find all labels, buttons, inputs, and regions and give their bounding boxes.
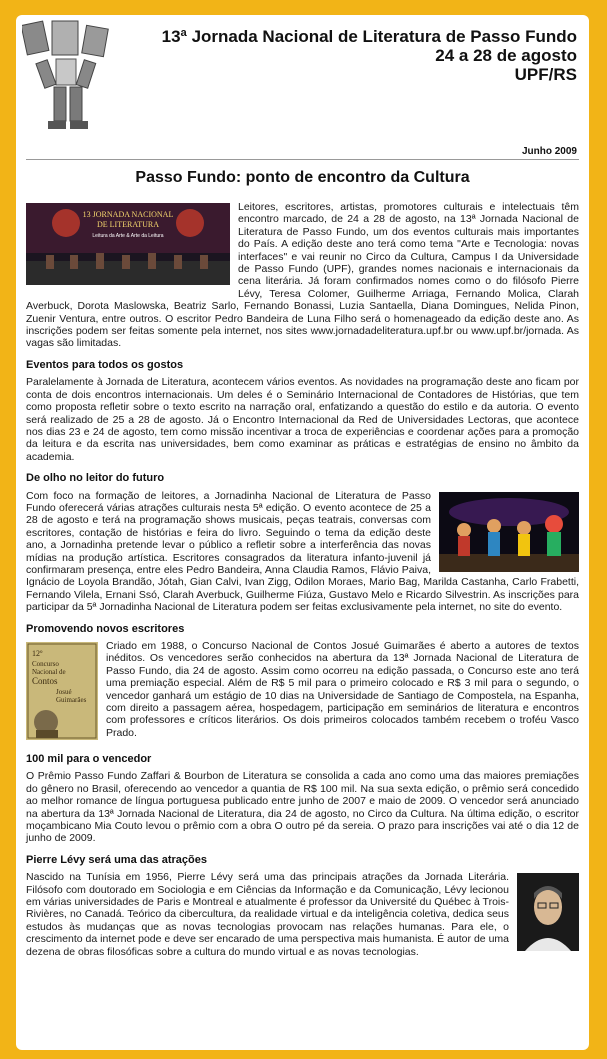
- section-text-premio: O Prêmio Passo Fundo Zaffari & Bourbon de Literatura se consolida a cada ano como uma das maiores premiações do gênero no Brasil, oferecendo ao vencedor a quantia de R$ 100 mil. Na sua sexta edição, o prêmio será concedido ao melhor romance de língua portuguesa publicado entre junho de 2007 e maio de 2009. O vencedor será anunciado na abertura da 13ª Jornada Nacional de Literatura, dia 24 de agosto, no Circo da Cultura. Na última edição, o escritor moçambicano Mia Couto levou o prêmio com a obra O outro pé da sereia. O prazo para inscrições vai até o dia 12 de junho de 2009.: [26, 770, 579, 845]
- book-line2: Concurso: [32, 660, 59, 668]
- section-text-escritores: Criado em 1988, o Concurso Nacional de Contos Josué Guimarães é aberto a autores de textos inéditos. Os vencedores serão conhecidos na abertura da 13ª Jornada Nacional de Literatura de Passo Fundo, dia 24 de agosto. Assim como ocorreu na edição passada, o Concurso este ano terá uma premiação especial. Além de R$ 5 mil para o primeiro colocado e R$ 3 mil para o segundo, o vencedor ganhará um estágio de 10 dias na Universidade de Santiago de Compostela, na Espanha, com direito a passagem aérea, hospedagem, participação em seminários de literatura e encontros com professores e críticos literários. Os dois primeiros colocados também recebem o troféu Vasco Prado.: [106, 640, 579, 739]
- book-line1: 12º: [32, 649, 43, 658]
- section-heading-premio: 100 mil para o vencedor: [26, 753, 152, 765]
- section-heading-eventos: Eventos para todos os gostos: [26, 358, 184, 371]
- book-line5: Josué: [56, 688, 72, 696]
- event-title-line1: 13ª Jornada Nacional de Literatura de Passo Fundo: [161, 27, 577, 46]
- book-line6: Guimarães: [56, 696, 87, 704]
- banner-line2: DE LITERATURA: [97, 220, 159, 229]
- pierre-levy-portrait: [517, 873, 579, 951]
- book-line4: Contos: [32, 676, 58, 686]
- event-location: UPF/RS: [514, 65, 577, 84]
- article-content: [26, 201, 579, 958]
- newsletter-page: [16, 15, 589, 1050]
- section-heading-levy: Pierre Lévy será uma das atrações: [26, 853, 208, 866]
- header: [16, 15, 589, 143]
- section-text-leitor: Com foco na formação de leitores, a Jornadinha Nacional de Literatura de Passo Fundo oferecerá várias atrações culturais nesta 5ª edição. O evento acontece de 25 a 28 de agosto e terá na programação shows musicais, peças teatrais, conversas com escritores, contação de histórias e feira do livro. Seguindo o tema da edição deste ano, a Jornadinha pretende levar o público a refletir sobre a interferência das novas mídias na produção artística. Escritores consagrados da literatura infanto-juvenil já confirmaram presença, entre eles Pedro Bandeira, Anna Claudia Ramos, Flávio Paiva, Ignácio de Loyola Brandão, Jótah, Gian Calvi, Ivan Zigg, Odilon Moraes, Mario Bag, Marilda Castanha, Carlo Frabetti, Fernando Vilela, Ernani Ssó, Clarah Averbuck, Guilherme Fiúza, Gustavo Melo e Ricardo Silvestrin. As inscrições para participar da 5ª Jornadinha Nacional de Literatura podem ser feitas exclusivamente pela internet, no site do evento.: [26, 489, 579, 614]
- banner-line1: 13 JORNADA NACIONAL: [82, 210, 174, 219]
- jornada-stage-photo: [26, 203, 230, 285]
- children-theater-photo: [439, 492, 579, 572]
- intro-text: Leitores, escritores, artistas, promotores culturais e intelectuais têm encontro marcado, de 24 a 28 de agosto, na 13ª Jornada Nacional de Literatura de Passo Fundo, um dos eventos culturais mais importantes do País. A edição deste ano terá como tema "Arte e Tecnologia: novas interfaces" e vai reunir no Circo da Cultura, Campus I da Universidade de Passo Fundo (UPF), grandes nomes nacionais e internacionais da cena literária. Já foram confirmados nomes como o do filósofo Pierre Lévy, Teresa Colomer, Guilherme Arriaga, Fernando Molica, Clarah Averbuck, Dorota Maslowska, Beatriz Sarlo, Fernando Bonassi, Luzia Santaella, Diana Domingues, Nelida Pinon, Zuenir Ventura, entre outros. O escritor Pedro Bandeira de Luna Filho será o homenageado da edição deste ano. As inscrições podem ser feitas somente pela internet, nos sites www.jornadadeliteratura.upf.br ou www.upf.br/jornada. As vagas são limitadas.: [26, 201, 579, 350]
- event-dates: 24 a 28 de agosto: [435, 46, 577, 65]
- section-heading-leitor: De olho no leitor do futuro: [26, 472, 165, 485]
- section-heading-escritores: Promovendo novos escritores: [26, 622, 185, 635]
- book-line3: Nacional de: [32, 668, 66, 676]
- contest-book-cover: [26, 642, 98, 740]
- book-figure-logo: [22, 19, 114, 137]
- section-text-levy: Nascido na Tunísia em 1956, Pierre Lévy será uma das principais atrações da Jornada Literária. Filósofo com doutorado em Sociologia e em Ciências da Informação e da Comunicação, Lévy lecionou em várias universidades de Paris e Montreal e atualmente é professor da Université du Québec à Trois-Rivières, no Canadá. Teórico da cibercultura, da realidade virtual e da inteligência coletiva, dedica seus estudos às mudanças que as novas tecnologias provocam nas relações humanas. Para ele, o crescimento da internet pode e deve ser encarado de uma perspectiva mais humanista. É autor de uma dezena de obras filosóficas sobre a cultura do mundo virtual e as novas tecnologias.: [26, 871, 509, 958]
- section-text-eventos: Paralelamente à Jornada de Literatura, acontecem vários eventos. As novidades na programação deste ano ficam por conta de dois encontros internacionais. Um deles é o Seminário Internacional de Contadores de Histórias, que tem como proposta refletir sobre o texto escrito na narração oral, enfatizando a questão do estilo e da autoria. O evento será realizado de 25 a 28 de agosto. Já o Encontro Internacional da Red de Universidades Lectoras, que acontece nos dias 23 e 24 de agosto, tem como missão incentivar a troca de experiências e coordenar ações para a promoção da leitura e da escrita nas universidades, bem como examinar as práticas e estratégias de ensino no âmbito da academia.: [26, 376, 579, 463]
- divider: [26, 159, 579, 160]
- event-title: [162, 27, 577, 84]
- main-title: Passo Fundo: ponto de encontro da Cultura: [135, 169, 470, 186]
- banner-line3: Leitura da Arte & Arte da Leitura: [92, 233, 164, 239]
- issue-date: Junho 2009: [521, 146, 577, 157]
